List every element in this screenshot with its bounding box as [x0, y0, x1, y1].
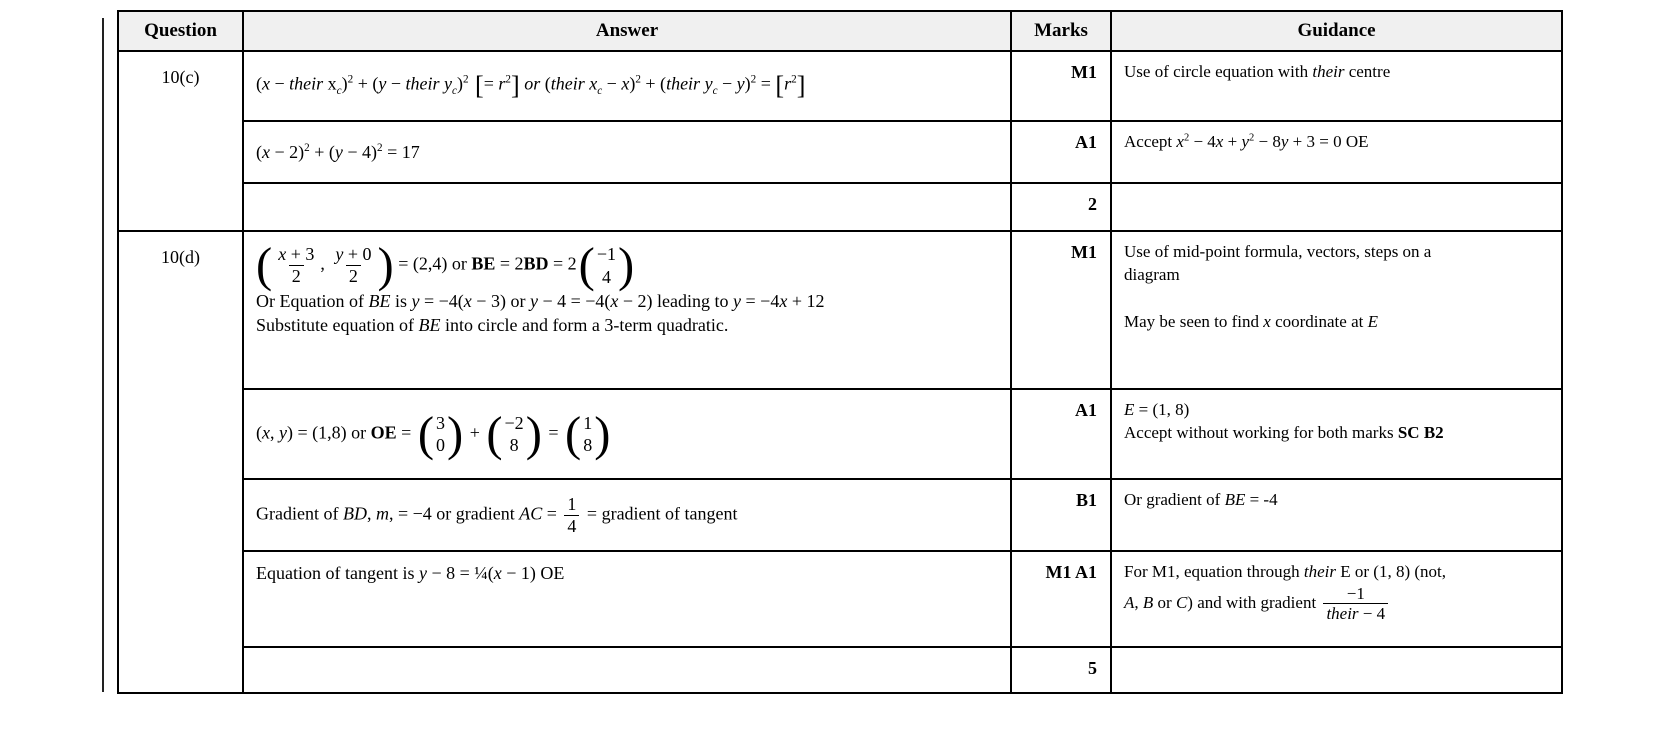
answer-cell-10d-4	[243, 551, 1011, 647]
answer-cell-10d-3	[243, 479, 1011, 551]
formula-midpoint-vector: ( $\frac{x + 3}{2}$ , $\frac{y + 0}{2}$ ) = (2,4) or BE = 2BD = 2 ( −1 4 )	[256, 238, 635, 293]
answer-cell-10d-total	[243, 647, 1011, 693]
marks-cell-10d-total: 5	[1011, 647, 1111, 693]
formula-circle-specific: $(x - 2)^2 + (y - 4)^2 = 17$	[256, 141, 420, 162]
header-guidance: Guidance	[1111, 11, 1562, 51]
guidance-cell-10c-total	[1111, 183, 1562, 231]
question-cell-10c: 10(c)	[118, 51, 243, 231]
answer-cell-10d-2	[243, 389, 1011, 479]
row-10d-3	[118, 479, 1562, 551]
formula-point-E-vectors: (x, y) = (1,8) or OE = ( 3 0 ) + ( −2 8 ) = ( 1 8 )	[256, 406, 611, 461]
header-question: Question	[118, 11, 243, 51]
marks-cell-10c-2: A1	[1011, 121, 1111, 183]
formula-circle-general: (x − their $x_c)^2 + (y$ − their $y_c)^2$ [= $r^2$] or (their $x_c - x)^2$ + (their $y_c - y)^2 = [r^2]$	[256, 70, 806, 100]
guidance-cell-10c-1	[1111, 51, 1562, 121]
guidance-cell-10d-total	[1111, 647, 1562, 693]
header-marks: Marks	[1011, 11, 1111, 51]
row-10d-total	[118, 647, 1562, 693]
guidance-text-E-coords: E = (1, 8)	[1124, 400, 1190, 419]
answer-cell-10c-1	[243, 51, 1011, 121]
row-10c-2	[118, 121, 1562, 183]
guidance-text-accept-expanded: Accept $x^2 - 4x + y^2 - 8y + 3 = 0$ OE	[1124, 132, 1369, 151]
answer-cell-10c-2	[243, 121, 1011, 183]
formula-gradient: Gradient of BD, m, = −4 or gradient AC = $\frac{1}{4}$ = gradient of tangent	[256, 493, 738, 536]
row-10d-2	[118, 389, 1562, 479]
guidance-cell-10d-2	[1111, 389, 1562, 479]
text-substitute-quadratic: Substitute equation of BE into circle and form a 3-term quadratic.	[256, 315, 729, 335]
answer-cell-10d-1	[243, 231, 1011, 389]
row-10d-1	[118, 231, 1562, 389]
row-10c-1	[118, 51, 1562, 121]
guidance-text-sc-b2: Accept without working for both marks SC B2	[1124, 422, 1444, 442]
guidance-cell-10d-4	[1111, 551, 1562, 647]
guidance-text-circle-equation: Use of circle equation with their centre	[1124, 62, 1391, 81]
guidance-text-midpoint-1: Use of mid-point formula, vectors, steps on a	[1124, 242, 1432, 261]
guidance-cell-10d-3	[1111, 479, 1562, 551]
guidance-text-tangent-2: A, B or C) and with gradient $\frac{-1}{\text{their − 4}}$	[1124, 584, 1551, 624]
row-10d-4	[118, 551, 1562, 647]
marks-cell-10c-1: M1	[1011, 51, 1111, 121]
marks-cell-10d-1: M1	[1011, 231, 1111, 389]
guidance-cell-10d-1	[1111, 231, 1562, 389]
page-edge-line	[102, 18, 104, 692]
marks-cell-10c-total: 2	[1011, 183, 1111, 231]
header-row	[118, 11, 1562, 51]
row-10c-total	[118, 183, 1562, 231]
mark-scheme-table	[117, 10, 1563, 694]
guidance-text-tangent-1: For M1, equation through their E or (1, 8) (not,	[1124, 562, 1447, 581]
marks-cell-10d-4: M1 A1	[1011, 551, 1111, 647]
guidance-text-gradient-BE: Or gradient of BE = -4	[1124, 490, 1278, 509]
guidance-cell-10c-2	[1111, 121, 1562, 183]
marks-cell-10d-3: B1	[1011, 479, 1111, 551]
guidance-text-x-coordinate: May be seen to find x coordinate at E	[1124, 311, 1378, 331]
header-answer: Answer	[243, 11, 1011, 51]
answer-cell-10c-total	[243, 183, 1011, 231]
guidance-text-midpoint-2: diagram	[1124, 264, 1180, 284]
question-cell-10d: 10(d)	[118, 231, 243, 693]
marks-cell-10d-2: A1	[1011, 389, 1111, 479]
formula-line-BE: Or Equation of BE is y = −4(x − 3) or y − 4 = −4(x − 2) leading to y = −4x + 12	[256, 291, 825, 311]
formula-tangent-equation: Equation of tangent is y − 8 = ¼(x − 1) OE	[256, 563, 565, 583]
